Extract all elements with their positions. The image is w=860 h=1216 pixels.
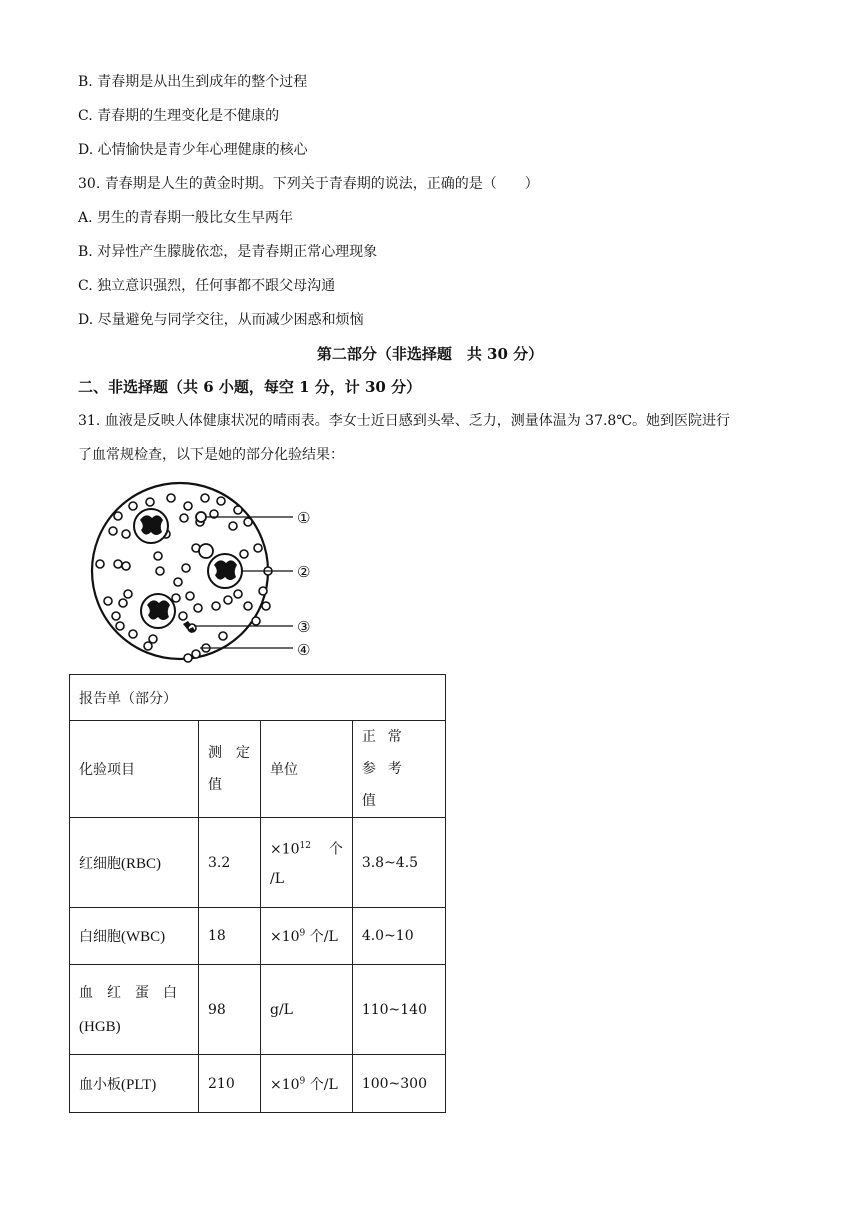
table-row xyxy=(70,965,446,1055)
label-3: ③ xyxy=(297,618,311,636)
question-31-line-1: 31. 血液是反映人体健康状况的晴雨表。李女士近日感到头晕、乏力，测量体温为 37.8℃。她到医院进行 xyxy=(78,413,730,429)
question-30-option-a: A. 男生的青春期一般比女生早两年 xyxy=(78,210,294,226)
row-unit: g/L xyxy=(261,965,353,1055)
header-measured-line1: 测 定 xyxy=(208,745,250,761)
question-30-stem: 30. 青春期是人生的黄金时期。下列关于青春期的说法，正确的是（ ） xyxy=(78,176,539,192)
row-unit: $\times 10^9$ 个/L xyxy=(261,1055,353,1113)
header-measured xyxy=(199,721,261,818)
row-item: 血小板(PLT) xyxy=(70,1055,199,1113)
label-4: ④ xyxy=(297,641,311,659)
header-item: 化验项目 xyxy=(70,721,199,818)
table-row xyxy=(70,908,446,965)
question-30-option-b: B. 对异性产生朦胧依恋，是青春期正常心理现象 xyxy=(78,244,378,260)
header-reference xyxy=(352,721,445,818)
label-2: ② xyxy=(297,563,311,581)
question-30-option-d: D. 尽量避免与同学交往，从而减少困惑和烦恼 xyxy=(78,312,364,328)
header-reference-line2: 值 xyxy=(361,793,376,809)
question-30-option-c: C. 独立意识强烈，任何事都不跟父母沟通 xyxy=(78,278,336,294)
row-item: 血 红 蛋 白 (HGB) xyxy=(70,965,199,1055)
question-31-text xyxy=(78,404,778,472)
option-b-prev: B. 青春期是从出生到成年的整个过程 xyxy=(78,74,308,90)
row-item: 红细胞(RBC) xyxy=(70,818,199,908)
red-blood-cell-marked xyxy=(196,512,206,522)
table-row xyxy=(70,818,446,908)
table-header-row xyxy=(70,721,446,818)
label-1: ① xyxy=(297,509,311,527)
blood-smear-diagram xyxy=(88,476,338,666)
row-reference: 3.8~4.5 xyxy=(352,818,445,908)
row-unit: $\times 10^{12}$ 个 /L xyxy=(261,818,353,908)
row-reference: 4.0~10 xyxy=(352,908,445,965)
row-value: 98 xyxy=(199,965,261,1055)
part-two-title: 第二部分（非选择题 共 30 分） xyxy=(316,345,544,363)
row-item: 白细胞(WBC) xyxy=(70,908,199,965)
question-31-line-2: 了血常规检查，以下是她的部分化验结果： xyxy=(78,447,344,463)
option-c-prev: C. 青春期的生理变化是不健康的 xyxy=(78,108,280,124)
row-unit: $\times 10^9$ 个/L xyxy=(261,908,353,965)
row-value: 3.2 xyxy=(199,818,261,908)
row-reference: 110~140 xyxy=(352,965,445,1055)
header-unit: 单位 xyxy=(261,721,353,818)
report-caption: 报告单（部分） xyxy=(70,675,446,721)
header-measured-line2: 值 xyxy=(208,777,222,793)
lab-report-table xyxy=(69,674,446,1113)
table-row xyxy=(70,1055,446,1113)
row-value: 210 xyxy=(199,1055,261,1113)
row-value: 18 xyxy=(199,908,261,965)
section-heading: 二、非选择题（共 6 小题，每空 1 分，计 30 分） xyxy=(78,378,422,396)
option-d-prev: D. 心情愉快是青少年心理健康的核心 xyxy=(78,142,308,158)
row-reference: 100~300 xyxy=(352,1055,445,1113)
header-reference-line1: 正常参考 xyxy=(361,729,414,777)
